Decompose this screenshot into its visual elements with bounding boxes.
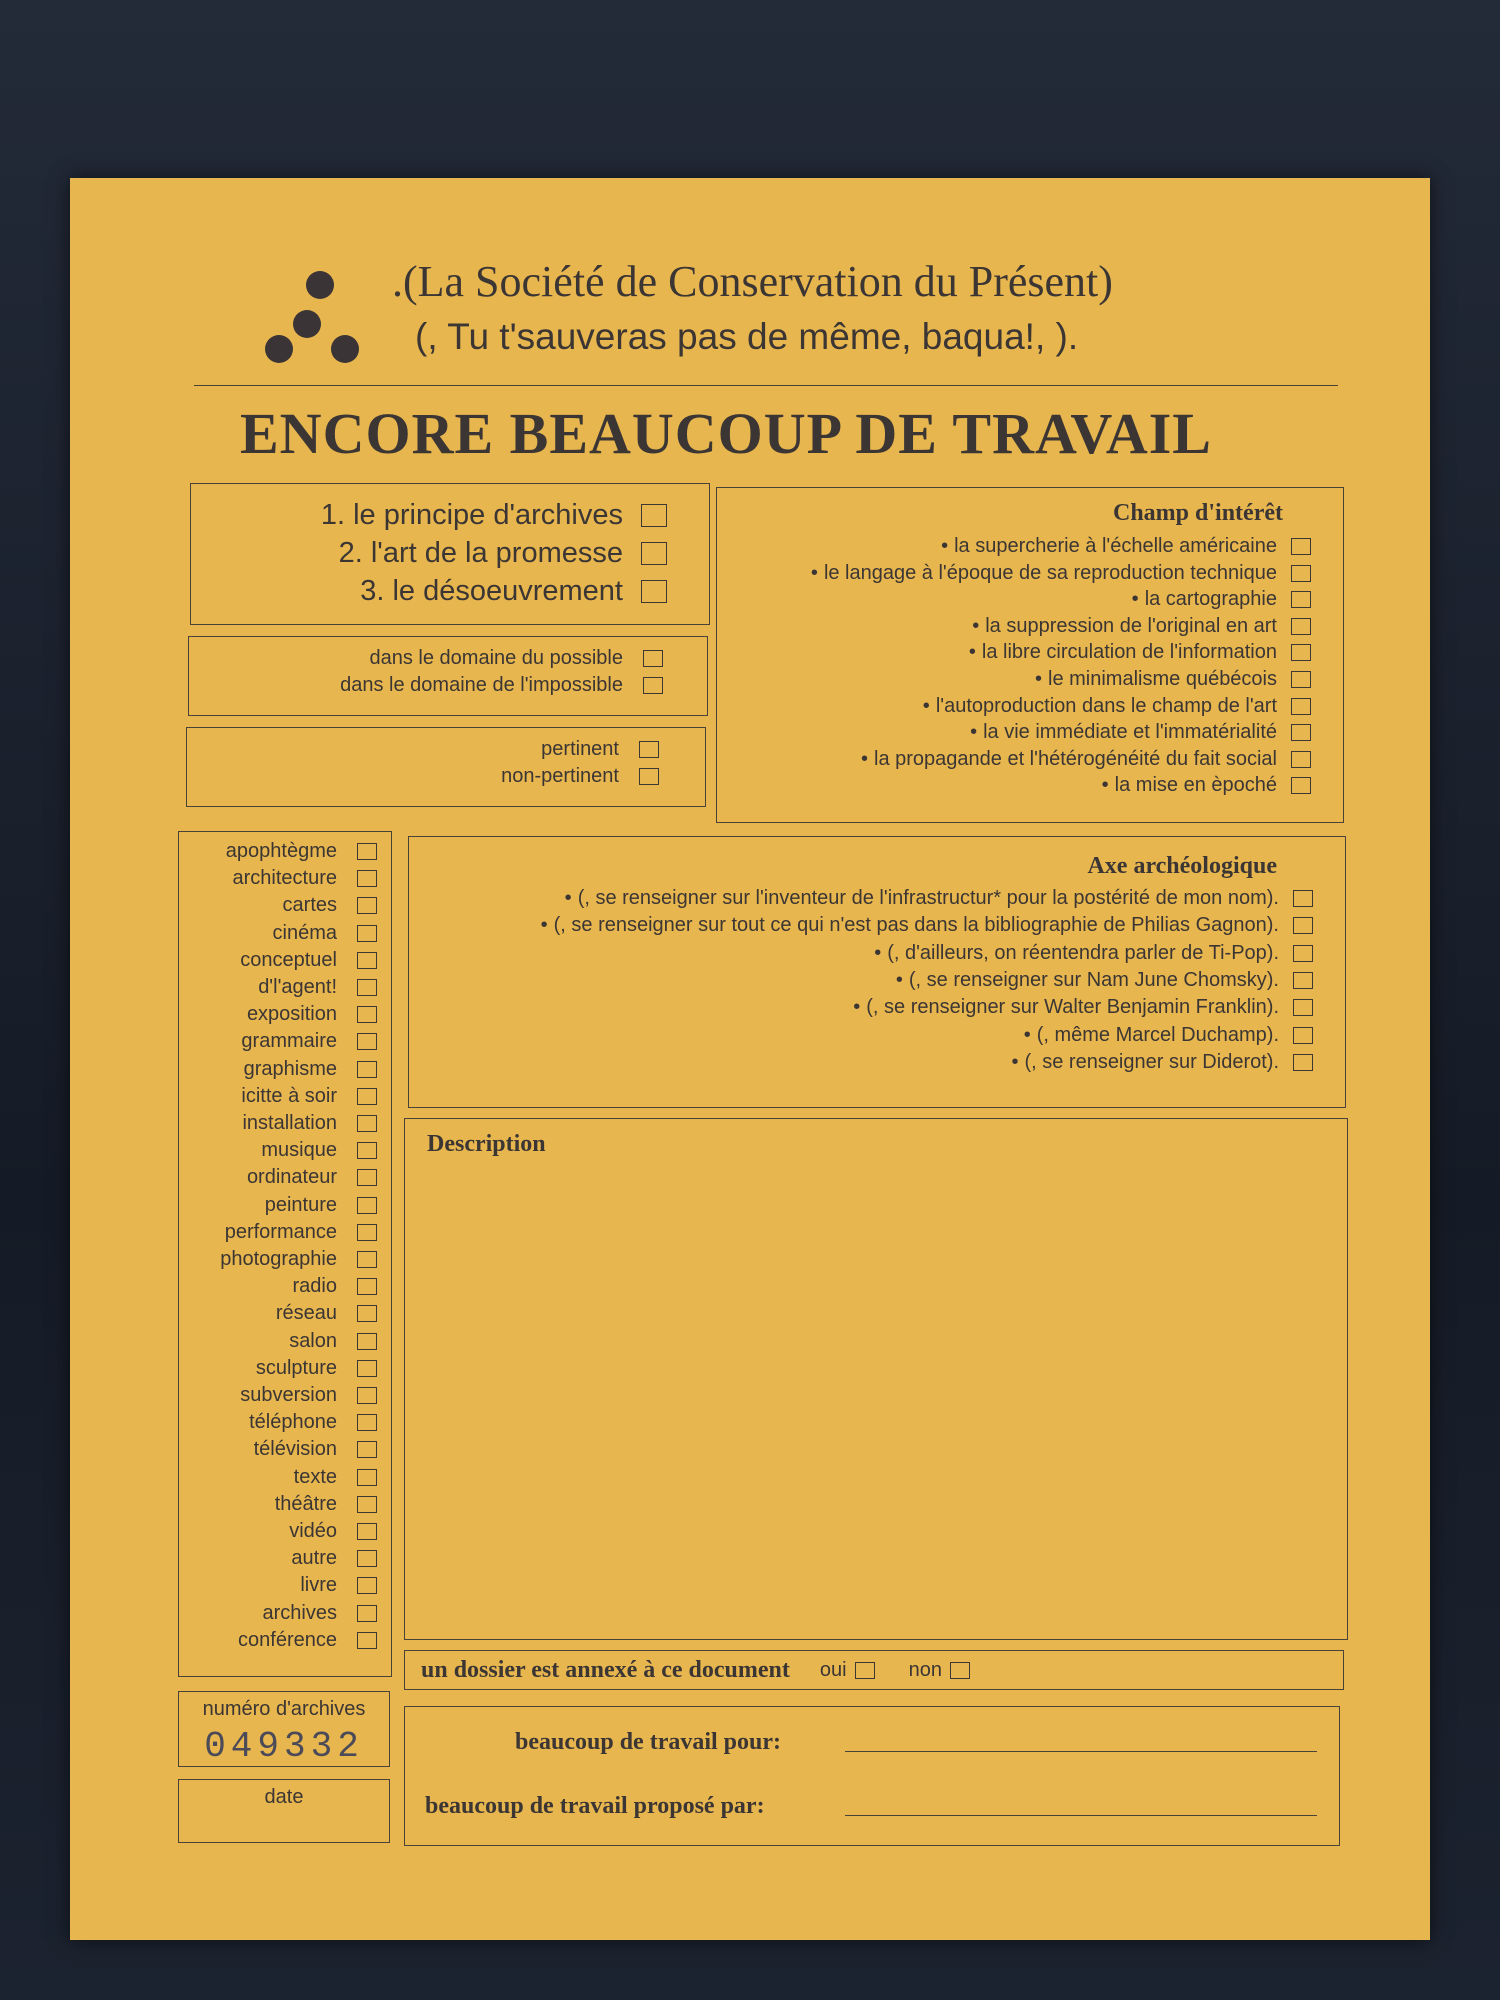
category-label: livre: [300, 1574, 337, 1597]
principle-label: 3. le désoeuvrement: [360, 575, 623, 607]
relevance-label: non-pertinent: [501, 765, 619, 787]
principles-box: [190, 483, 710, 625]
interest-label: la suppression de l'original en art: [985, 614, 1277, 637]
annex-yes-checkbox[interactable]: [855, 1662, 875, 1679]
interest-label: la supercherie à l'échelle américaine: [954, 535, 1277, 557]
axis-option-checkbox[interactable]: [1293, 1054, 1313, 1071]
annex-label: un dossier est annexé à ce document: [421, 1656, 790, 1683]
category-option[interactable]: [220, 1248, 377, 1271]
category-option[interactable]: [300, 1574, 377, 1597]
category-label: graphisme: [243, 1057, 337, 1080]
bullet-icon: •: [1011, 1050, 1019, 1073]
category-label: autre: [291, 1547, 337, 1570]
category-option[interactable]: [226, 840, 377, 863]
category-option[interactable]: [273, 922, 377, 945]
category-option-checkbox[interactable]: [357, 1577, 377, 1594]
category-option-checkbox[interactable]: [357, 1305, 377, 1322]
category-option[interactable]: [247, 1166, 377, 1189]
axis-label: (, se renseigner sur tout ce qui n'est pas dans la bibliographie de Philias Gagnon).: [553, 914, 1279, 937]
axis-label: (, d'ailleurs, on réentendra parler de Ti-Pop).: [887, 941, 1279, 964]
org-name: .(La Société de Conservation du Présent): [392, 257, 1113, 306]
category-label: cinéma: [272, 921, 337, 944]
interest-option-checkbox[interactable]: [1291, 671, 1311, 688]
interest-option[interactable]: [811, 562, 1311, 585]
domain-option[interactable]: [369, 647, 663, 670]
archive-label: numéro d'archives: [202, 1698, 366, 1720]
category-label: télévision: [253, 1438, 337, 1461]
category-label: architecture: [232, 867, 337, 890]
description-box[interactable]: [404, 1118, 1348, 1640]
principle-option[interactable]: [321, 499, 667, 532]
bullet-icon: •: [540, 914, 548, 937]
interest-option-checkbox[interactable]: [1291, 751, 1311, 768]
relevance-option-checkbox[interactable]: [639, 768, 659, 785]
category-option-checkbox[interactable]: [357, 1469, 377, 1486]
category-option-checkbox[interactable]: [357, 1550, 377, 1567]
interest-option[interactable]: [941, 535, 1311, 558]
category-label: salon: [289, 1329, 337, 1352]
category-option-checkbox[interactable]: [357, 843, 377, 860]
interest-option-checkbox[interactable]: [1291, 777, 1311, 794]
annex-box: [404, 1650, 1344, 1690]
bullet-icon: •: [972, 614, 980, 637]
domain-option-checkbox[interactable]: [643, 677, 663, 694]
interest-option[interactable]: [970, 721, 1311, 744]
axis-box: [408, 836, 1346, 1108]
axis-option[interactable]: [1011, 1051, 1313, 1074]
relevance-option[interactable]: [541, 738, 659, 761]
category-option[interactable]: [240, 949, 377, 972]
interest-label: le minimalisme québécois: [1048, 668, 1277, 690]
date-label: date: [264, 1786, 304, 1808]
interest-option-checkbox[interactable]: [1291, 538, 1311, 555]
form-sheet: [70, 178, 1430, 1940]
bullet-icon: •: [564, 887, 572, 909]
category-option[interactable]: [233, 867, 378, 890]
category-label: peinture: [264, 1193, 337, 1216]
annex-no-label: non: [908, 1658, 942, 1681]
bullet-icon: •: [970, 721, 978, 744]
category-option[interactable]: [258, 976, 377, 999]
category-label: texte: [293, 1465, 337, 1488]
category-label: installation: [242, 1112, 337, 1134]
category-option-checkbox[interactable]: [357, 1605, 377, 1622]
axis-label: (, se renseigner sur l'inventeur de l'infrastructur* pour la postérité de mon nom).: [577, 887, 1279, 909]
category-option-checkbox[interactable]: [357, 1632, 377, 1649]
axis-option[interactable]: [1024, 1024, 1313, 1047]
archive-box: [178, 1691, 390, 1767]
interest-option[interactable]: [923, 695, 1311, 718]
interest-label: la cartographie: [1144, 588, 1277, 611]
categories-box: [178, 831, 392, 1677]
category-label: réseau: [275, 1302, 337, 1325]
category-label: cartes: [282, 894, 337, 917]
interest-option-checkbox[interactable]: [1291, 591, 1311, 608]
category-label: théâtre: [274, 1492, 337, 1515]
description-heading: Description: [427, 1131, 546, 1157]
category-option[interactable]: [293, 1275, 377, 1298]
domain-option[interactable]: [340, 674, 663, 697]
bullet-icon: •: [860, 747, 868, 770]
bullet-icon: •: [895, 968, 903, 991]
domain-label: dans le domaine du possible: [369, 647, 623, 669]
relevance-option[interactable]: [501, 765, 659, 788]
bullet-icon: •: [968, 641, 976, 664]
interest-option[interactable]: [969, 641, 1311, 664]
category-option-checkbox[interactable]: [357, 1414, 377, 1431]
interest-label: la propagande et l'hétérogénéité du fait social: [874, 747, 1277, 770]
interest-label: la mise en èpoché: [1114, 774, 1277, 797]
category-option[interactable]: [283, 894, 377, 917]
interest-label: l'autoproduction dans le champ de l'art: [935, 694, 1277, 717]
motto: (, Tu t'sauveras pas de même, baqua!, ).: [415, 316, 1079, 357]
category-label: subversion: [240, 1384, 337, 1406]
category-label: téléphone: [249, 1411, 337, 1434]
interest-box: [716, 487, 1344, 823]
category-option-checkbox[interactable]: [357, 1033, 377, 1050]
axis-option-checkbox[interactable]: [1293, 945, 1313, 962]
bullet-icon: •: [853, 996, 861, 1019]
axis-option[interactable]: [896, 969, 1313, 992]
axis-label: (, se renseigner sur Walter Benjamin Franklin).: [866, 996, 1279, 1019]
category-option-checkbox[interactable]: [357, 1278, 377, 1295]
principle-label: 2. l'art de la promesse: [338, 537, 623, 569]
category-option-checkbox[interactable]: [357, 1197, 377, 1214]
category-option-checkbox[interactable]: [357, 1061, 377, 1078]
category-label: photographie: [220, 1248, 337, 1270]
work-for-field[interactable]: [845, 1751, 1317, 1752]
category-option[interactable]: [261, 1139, 377, 1162]
category-option-checkbox[interactable]: [357, 897, 377, 914]
category-label: vidéo: [289, 1520, 337, 1542]
relevance-option-checkbox[interactable]: [639, 741, 659, 758]
category-label: performance: [224, 1220, 337, 1243]
category-option-checkbox[interactable]: [357, 1224, 377, 1241]
category-label: d'l'agent!: [258, 976, 337, 998]
work-by-label: beaucoup de travail proposé par:: [425, 1793, 765, 1819]
category-label: ordinateur: [246, 1166, 337, 1189]
category-option[interactable]: [276, 1302, 377, 1325]
category-label: conceptuel: [240, 948, 337, 971]
domain-option-checkbox[interactable]: [643, 650, 663, 667]
interest-heading: Champ d'intérêt: [1113, 500, 1283, 526]
date-box[interactable]: [178, 1779, 390, 1843]
category-option[interactable]: [265, 1194, 377, 1217]
category-option-checkbox[interactable]: [357, 1523, 377, 1540]
category-option[interactable]: [225, 1221, 377, 1244]
axis-option[interactable]: [853, 996, 1313, 1019]
bullet-icon: •: [941, 535, 949, 557]
axis-option[interactable]: [874, 942, 1313, 965]
interest-option-checkbox[interactable]: [1291, 618, 1311, 635]
interest-option-checkbox[interactable]: [1291, 698, 1311, 715]
axis-heading: Axe archéologique: [1087, 853, 1277, 879]
category-option[interactable]: [238, 1629, 377, 1652]
bullet-icon: •: [1023, 1023, 1031, 1046]
category-option[interactable]: [256, 1357, 377, 1380]
interest-option-checkbox[interactable]: [1291, 644, 1311, 661]
axis-label: (, se renseigner sur Diderot).: [1024, 1050, 1279, 1073]
axis-option-checkbox[interactable]: [1293, 972, 1313, 989]
work-for-label: beaucoup de travail pour:: [515, 1729, 782, 1755]
domain-box: [188, 636, 708, 716]
category-option[interactable]: [241, 1085, 377, 1108]
category-label: exposition: [246, 1003, 337, 1026]
principle-option[interactable]: [360, 575, 667, 608]
bullet-icon: •: [810, 561, 818, 584]
bullet-icon: •: [1131, 588, 1139, 611]
annex-no-checkbox[interactable]: [950, 1662, 970, 1679]
category-label: conférence: [238, 1628, 337, 1651]
category-option-checkbox[interactable]: [357, 1006, 377, 1023]
category-option-checkbox[interactable]: [357, 1333, 377, 1350]
axis-label: (, se renseigner sur Nam June Chomsky).: [908, 968, 1279, 991]
bullet-icon: •: [874, 941, 882, 964]
category-label: archives: [262, 1601, 337, 1624]
axis-option-checkbox[interactable]: [1293, 1027, 1313, 1044]
interest-option[interactable]: [1035, 668, 1311, 691]
category-option-checkbox[interactable]: [357, 1142, 377, 1159]
axis-option[interactable]: [565, 887, 1313, 910]
category-option-checkbox[interactable]: [357, 1115, 377, 1132]
principle-label: 1. le principe d'archives: [320, 499, 623, 531]
principle-option-checkbox[interactable]: [641, 580, 667, 603]
axis-option[interactable]: [541, 914, 1313, 937]
axis-option-checkbox[interactable]: [1293, 890, 1313, 907]
category-option-checkbox[interactable]: [357, 1169, 377, 1186]
category-option[interactable]: [247, 1003, 377, 1026]
category-option[interactable]: [289, 1330, 377, 1353]
interest-option[interactable]: [1102, 774, 1311, 797]
axis-option-checkbox[interactable]: [1293, 999, 1313, 1016]
principle-option-checkbox[interactable]: [641, 542, 667, 565]
work-by-field[interactable]: [845, 1815, 1317, 1816]
category-option[interactable]: [240, 1384, 377, 1407]
header-rule: [194, 385, 1338, 386]
axis-label: (, même Marcel Duchamp).: [1036, 1023, 1279, 1046]
category-option-checkbox[interactable]: [357, 1251, 377, 1268]
category-label: icitte à soir: [241, 1084, 337, 1107]
category-option-checkbox[interactable]: [357, 1441, 377, 1458]
bullet-icon: •: [1035, 668, 1043, 690]
category-label: grammaire: [241, 1030, 337, 1053]
category-option-checkbox[interactable]: [357, 1496, 377, 1513]
domain-label: dans le domaine de l'impossible: [340, 674, 623, 696]
interest-option-checkbox[interactable]: [1291, 565, 1311, 582]
annex-yes-label: oui: [819, 1658, 847, 1681]
category-option-checkbox[interactable]: [357, 952, 377, 969]
category-option-checkbox[interactable]: [357, 979, 377, 996]
category-label: musique: [261, 1139, 337, 1162]
work-box: [404, 1706, 1340, 1846]
category-option-checkbox[interactable]: [357, 1387, 377, 1404]
category-option[interactable]: [242, 1112, 377, 1135]
category-option[interactable]: [275, 1493, 377, 1516]
category-option-checkbox[interactable]: [357, 1360, 377, 1377]
bullet-icon: •: [922, 694, 930, 717]
category-option[interactable]: [263, 1602, 377, 1625]
interest-label: le langage à l'époque de sa reproduction technique: [823, 561, 1277, 584]
interest-option[interactable]: [972, 615, 1311, 638]
interest-label: la vie immédiate et l'immatérialité: [983, 721, 1277, 744]
category-option-checkbox[interactable]: [357, 1088, 377, 1105]
interest-option-checkbox[interactable]: [1291, 724, 1311, 741]
category-option[interactable]: [289, 1520, 377, 1543]
interest-option[interactable]: [1132, 588, 1311, 611]
category-option[interactable]: [291, 1547, 377, 1570]
relevance-label: pertinent: [541, 738, 619, 760]
page-title: ENCORE BEAUCOUP DE TRAVAIL: [240, 401, 1212, 466]
principle-option-checkbox[interactable]: [641, 504, 667, 527]
category-option[interactable]: [249, 1411, 377, 1434]
interest-option[interactable]: [861, 748, 1311, 771]
interest-label: la libre circulation de l'information: [981, 641, 1277, 664]
principle-option[interactable]: [339, 537, 667, 570]
category-option[interactable]: [294, 1466, 377, 1489]
category-label: sculpture: [255, 1356, 337, 1379]
category-option[interactable]: [241, 1030, 377, 1053]
archive-number: 049332: [204, 1726, 364, 1767]
category-option-checkbox[interactable]: [357, 870, 377, 887]
bullet-icon: •: [1101, 774, 1109, 797]
category-option-checkbox[interactable]: [357, 925, 377, 942]
category-label: apophtègme: [225, 840, 337, 862]
category-option[interactable]: [244, 1058, 377, 1081]
axis-option-checkbox[interactable]: [1293, 917, 1313, 934]
relevance-box: [186, 727, 706, 807]
category-option[interactable]: [254, 1438, 377, 1461]
category-label: radio: [292, 1275, 337, 1298]
